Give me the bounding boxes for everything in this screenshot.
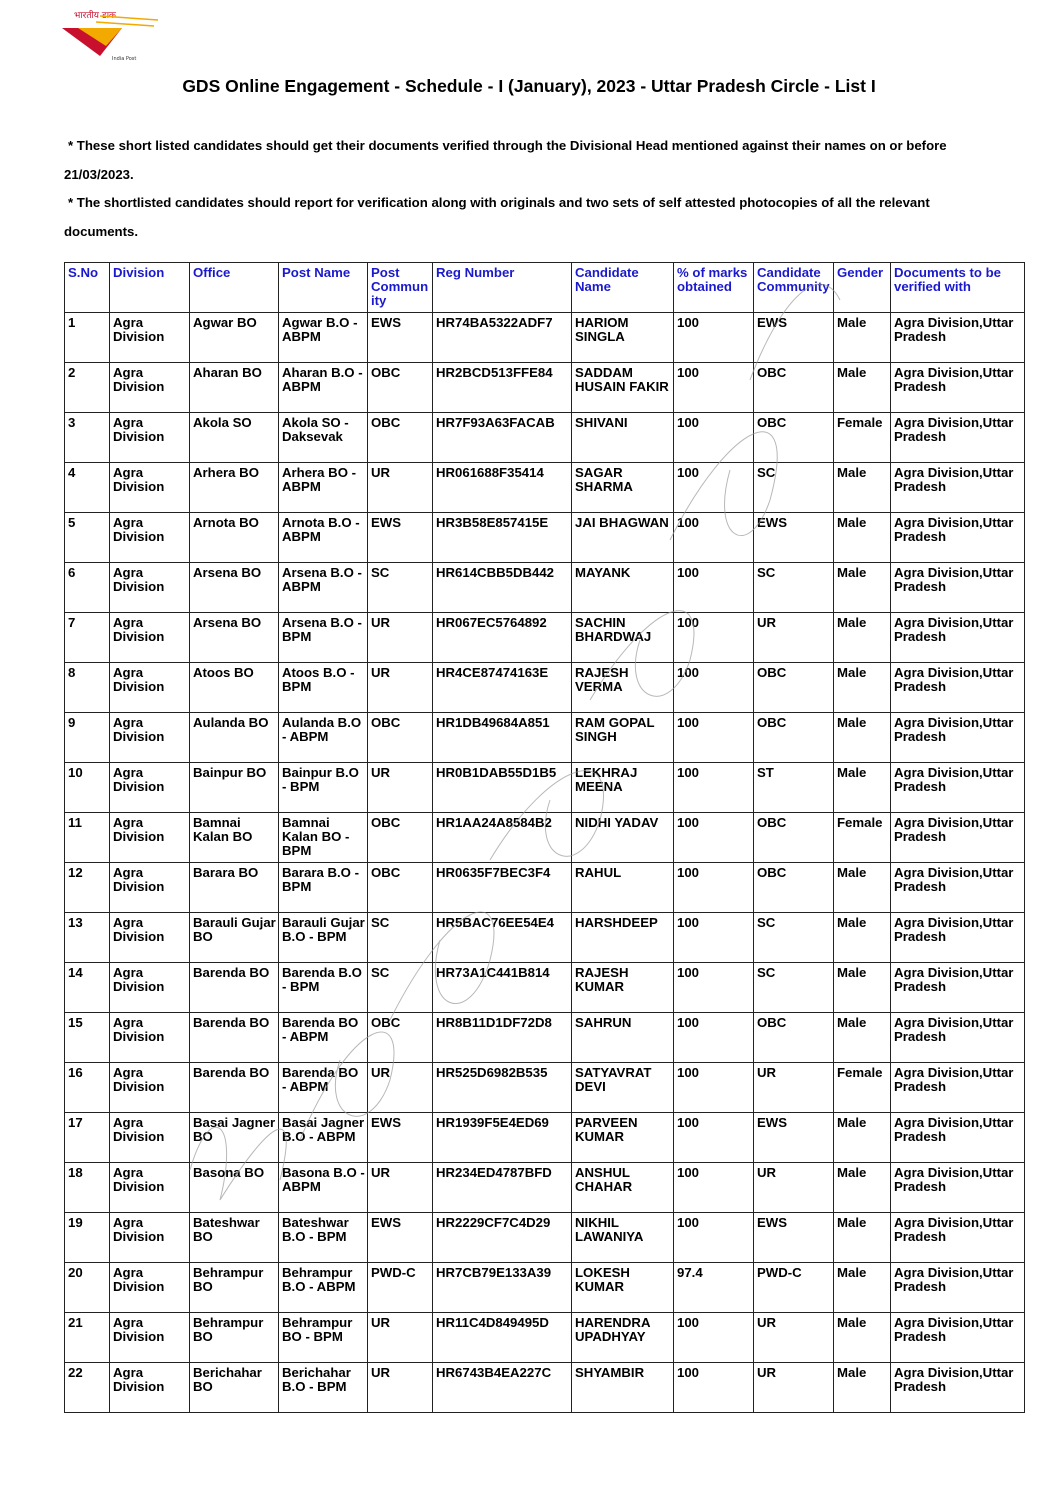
cell-candidate-community: OBC xyxy=(754,363,834,413)
cell-post-name: Barara B.O - BPM xyxy=(279,863,368,913)
col-header-documents: Documents to be verified with xyxy=(891,263,1025,313)
cell-post-name: Aulanda B.O - ABPM xyxy=(279,713,368,763)
cell-candidate-community: SC xyxy=(754,963,834,1013)
cell-sno: 4 xyxy=(65,463,110,513)
table-header-row xyxy=(65,263,1025,313)
cell-post-community: UR xyxy=(368,663,433,713)
table-row xyxy=(65,463,1025,513)
cell-candidate-name: RAHUL xyxy=(572,863,674,913)
cell-reg-number: HR0635F7BEC3F4 xyxy=(433,863,572,913)
cell-gender: Male xyxy=(834,1263,891,1313)
cell-reg-number: HR1AA24A8584B2 xyxy=(433,813,572,863)
cell-post-community: OBC xyxy=(368,1013,433,1063)
col-header-candidate-community: Candidate Community xyxy=(754,263,834,313)
cell-candidate-name: HARSHDEEP xyxy=(572,913,674,963)
cell-office: Bainpur BO xyxy=(190,763,279,813)
cell-marks: 100 xyxy=(674,763,754,813)
cell-gender: Male xyxy=(834,1163,891,1213)
cell-reg-number: HR614CBB5DB442 xyxy=(433,563,572,613)
table-row xyxy=(65,913,1025,963)
cell-division: Agra Division xyxy=(110,713,190,763)
cell-sno: 7 xyxy=(65,613,110,663)
cell-documents: Agra Division,Uttar Pradesh xyxy=(891,463,1025,513)
col-header-reg-number: Reg Number xyxy=(433,263,572,313)
india-post-logo xyxy=(60,6,160,62)
cell-candidate-community: SC xyxy=(754,913,834,963)
cell-gender: Male xyxy=(834,463,891,513)
cell-post-name: Atoos B.O - BPM xyxy=(279,663,368,713)
cell-post-community: EWS xyxy=(368,513,433,563)
cell-documents: Agra Division,Uttar Pradesh xyxy=(891,1063,1025,1113)
cell-candidate-community: OBC xyxy=(754,413,834,463)
cell-division: Agra Division xyxy=(110,1063,190,1113)
cell-division: Agra Division xyxy=(110,363,190,413)
cell-candidate-community: OBC xyxy=(754,663,834,713)
cell-candidate-community: OBC xyxy=(754,863,834,913)
table-row xyxy=(65,963,1025,1013)
cell-reg-number: HR7F93A63FACAB xyxy=(433,413,572,463)
cell-marks: 100 xyxy=(674,563,754,613)
cell-candidate-community: SC xyxy=(754,463,834,513)
cell-office: Basona BO xyxy=(190,1163,279,1213)
cell-post-community: EWS xyxy=(368,1213,433,1263)
cell-documents: Agra Division,Uttar Pradesh xyxy=(891,663,1025,713)
cell-division: Agra Division xyxy=(110,413,190,463)
cell-office: Aulanda BO xyxy=(190,713,279,763)
table-row xyxy=(65,363,1025,413)
cell-post-community: OBC xyxy=(368,363,433,413)
cell-documents: Agra Division,Uttar Pradesh xyxy=(891,563,1025,613)
cell-gender: Male xyxy=(834,513,891,563)
cell-office: Bateshwar BO xyxy=(190,1213,279,1263)
table-row xyxy=(65,1313,1025,1363)
cell-reg-number: HR3B58E857415E xyxy=(433,513,572,563)
table-row xyxy=(65,863,1025,913)
table-row xyxy=(65,1213,1025,1263)
cell-candidate-name: RAJESH VERMA xyxy=(572,663,674,713)
table-row xyxy=(65,413,1025,463)
cell-post-name: Basona B.O - ABPM xyxy=(279,1163,368,1213)
cell-marks: 100 xyxy=(674,1163,754,1213)
cell-reg-number: HR8B11D1DF72D8 xyxy=(433,1013,572,1063)
cell-post-name: Barenda BO - ABPM xyxy=(279,1013,368,1063)
cell-gender: Male xyxy=(834,1013,891,1063)
cell-post-name: Barenda BO - ABPM xyxy=(279,1063,368,1113)
cell-reg-number: HR234ED4787BFD xyxy=(433,1163,572,1213)
cell-gender: Male xyxy=(834,1363,891,1413)
cell-marks: 100 xyxy=(674,863,754,913)
cell-documents: Agra Division,Uttar Pradesh xyxy=(891,813,1025,863)
cell-gender: Male xyxy=(834,1213,891,1263)
cell-office: Arsena BO xyxy=(190,613,279,663)
cell-office: Akola SO xyxy=(190,413,279,463)
cell-marks: 100 xyxy=(674,813,754,863)
cell-office: Agwar BO xyxy=(190,313,279,363)
cell-post-community: SC xyxy=(368,913,433,963)
cell-post-community: OBC xyxy=(368,413,433,463)
cell-sno: 10 xyxy=(65,763,110,813)
cell-candidate-community: UR xyxy=(754,613,834,663)
cell-candidate-name: MAYANK xyxy=(572,563,674,613)
cell-post-community: OBC xyxy=(368,863,433,913)
cell-candidate-name: SADDAM HUSAIN FAKIR xyxy=(572,363,674,413)
cell-candidate-name: LOKESH KUMAR xyxy=(572,1263,674,1313)
cell-office: Barenda BO xyxy=(190,1013,279,1063)
cell-candidate-name: SAHRUN xyxy=(572,1013,674,1063)
cell-documents: Agra Division,Uttar Pradesh xyxy=(891,1363,1025,1413)
cell-office: Behrampur BO xyxy=(190,1313,279,1363)
cell-sno: 2 xyxy=(65,363,110,413)
cell-division: Agra Division xyxy=(110,1363,190,1413)
table-row xyxy=(65,763,1025,813)
cell-reg-number: HR2229CF7C4D29 xyxy=(433,1213,572,1263)
cell-reg-number: HR5BAC76EE54E4 xyxy=(433,913,572,963)
col-header-sno: S.No xyxy=(65,263,110,313)
cell-division: Agra Division xyxy=(110,563,190,613)
cell-sno: 14 xyxy=(65,963,110,1013)
cell-marks: 97.4 xyxy=(674,1263,754,1313)
cell-division: Agra Division xyxy=(110,513,190,563)
table-row xyxy=(65,663,1025,713)
cell-candidate-community: EWS xyxy=(754,313,834,363)
candidates-table xyxy=(64,262,1025,1413)
cell-candidate-name: SAGAR SHARMA xyxy=(572,463,674,513)
cell-division: Agra Division xyxy=(110,613,190,663)
cell-reg-number: HR067EC5764892 xyxy=(433,613,572,663)
cell-sno: 9 xyxy=(65,713,110,763)
cell-reg-number: HR4CE87474163E xyxy=(433,663,572,713)
cell-post-name: Arsena B.O - BPM xyxy=(279,613,368,663)
cell-post-name: Bamnai Kalan BO - BPM xyxy=(279,813,368,863)
cell-sno: 1 xyxy=(65,313,110,363)
instruction-note: * The shortlisted candidates should report for verification along with originals and two sets of self attested photocopies of all the relevant documents. xyxy=(64,195,930,239)
cell-candidate-community: OBC xyxy=(754,1013,834,1063)
cell-gender: Male xyxy=(834,563,891,613)
table-row xyxy=(65,813,1025,863)
cell-reg-number: HR73A1C441B814 xyxy=(433,963,572,1013)
cell-documents: Agra Division,Uttar Pradesh xyxy=(891,613,1025,663)
cell-division: Agra Division xyxy=(110,663,190,713)
cell-candidate-community: UR xyxy=(754,1163,834,1213)
cell-candidate-name: RAM GOPAL SINGH xyxy=(572,713,674,763)
cell-post-name: Akola SO - Daksevak xyxy=(279,413,368,463)
cell-office: Arhera BO xyxy=(190,463,279,513)
cell-gender: Male xyxy=(834,363,891,413)
cell-gender: Male xyxy=(834,863,891,913)
cell-post-community: SC xyxy=(368,563,433,613)
cell-gender: Male xyxy=(834,713,891,763)
cell-gender: Male xyxy=(834,663,891,713)
logo-script-text: भारतीय डाक xyxy=(74,11,116,21)
table-row xyxy=(65,1263,1025,1313)
cell-gender: Female xyxy=(834,1063,891,1113)
cell-sno: 11 xyxy=(65,813,110,863)
cell-reg-number: HR6743B4EA227C xyxy=(433,1363,572,1413)
cell-post-community: UR xyxy=(368,463,433,513)
cell-candidate-community: UR xyxy=(754,1363,834,1413)
cell-documents: Agra Division,Uttar Pradesh xyxy=(891,413,1025,463)
cell-office: Barara BO xyxy=(190,863,279,913)
cell-documents: Agra Division,Uttar Pradesh xyxy=(891,363,1025,413)
cell-sno: 22 xyxy=(65,1363,110,1413)
cell-documents: Agra Division,Uttar Pradesh xyxy=(891,313,1025,363)
cell-reg-number: HR0B1DAB55D1B5 xyxy=(433,763,572,813)
cell-reg-number: HR7CB79E133A39 xyxy=(433,1263,572,1313)
cell-gender: Male xyxy=(834,313,891,363)
cell-documents: Agra Division,Uttar Pradesh xyxy=(891,513,1025,563)
cell-marks: 100 xyxy=(674,913,754,963)
cell-reg-number: HR74BA5322ADF7 xyxy=(433,313,572,363)
cell-division: Agra Division xyxy=(110,1013,190,1063)
cell-documents: Agra Division,Uttar Pradesh xyxy=(891,963,1025,1013)
table-row xyxy=(65,713,1025,763)
cell-division: Agra Division xyxy=(110,863,190,913)
cell-marks: 100 xyxy=(674,463,754,513)
cell-sno: 5 xyxy=(65,513,110,563)
cell-division: Agra Division xyxy=(110,1113,190,1163)
cell-office: Aharan BO xyxy=(190,363,279,413)
table-row xyxy=(65,313,1025,363)
cell-post-community: OBC xyxy=(368,813,433,863)
logo-wing-line xyxy=(96,22,154,26)
cell-division: Agra Division xyxy=(110,963,190,1013)
cell-reg-number: HR1939F5E4ED69 xyxy=(433,1113,572,1163)
cell-office: Barauli Gujar BO xyxy=(190,913,279,963)
table-row xyxy=(65,513,1025,563)
cell-sno: 12 xyxy=(65,863,110,913)
cell-gender: Female xyxy=(834,413,891,463)
cell-post-community: EWS xyxy=(368,1113,433,1163)
cell-candidate-name: SHIVANI xyxy=(572,413,674,463)
cell-candidate-name: LEKHRAJ MEENA xyxy=(572,763,674,813)
cell-reg-number: HR11C4D849495D xyxy=(433,1313,572,1363)
cell-division: Agra Division xyxy=(110,763,190,813)
cell-candidate-community: SC xyxy=(754,563,834,613)
cell-documents: Agra Division,Uttar Pradesh xyxy=(891,1113,1025,1163)
cell-candidate-name: NIKHIL LAWANIYA xyxy=(572,1213,674,1263)
cell-marks: 100 xyxy=(674,1363,754,1413)
cell-candidate-name: HARENDRA UPADHYAY xyxy=(572,1313,674,1363)
cell-candidate-community: EWS xyxy=(754,1213,834,1263)
cell-post-name: Arsena B.O - ABPM xyxy=(279,563,368,613)
cell-marks: 100 xyxy=(674,1313,754,1363)
cell-post-community: UR xyxy=(368,1163,433,1213)
table-row xyxy=(65,1113,1025,1163)
cell-sno: 13 xyxy=(65,913,110,963)
cell-post-name: Behrampur B.O - ABPM xyxy=(279,1263,368,1313)
cell-reg-number: HR2BCD513FFE84 xyxy=(433,363,572,413)
cell-candidate-community: OBC xyxy=(754,813,834,863)
cell-candidate-name: HARIOM SINGLA xyxy=(572,313,674,363)
cell-marks: 100 xyxy=(674,363,754,413)
cell-post-community: UR xyxy=(368,1313,433,1363)
cell-candidate-community: PWD-C xyxy=(754,1263,834,1313)
table-row xyxy=(65,1163,1025,1213)
table-row xyxy=(65,1363,1025,1413)
cell-office: Berichahar BO xyxy=(190,1363,279,1413)
cell-gender: Male xyxy=(834,1313,891,1363)
cell-candidate-community: UR xyxy=(754,1063,834,1113)
cell-documents: Agra Division,Uttar Pradesh xyxy=(891,1013,1025,1063)
cell-marks: 100 xyxy=(674,1063,754,1113)
cell-post-name: Basai Jagner B.O - ABPM xyxy=(279,1113,368,1163)
cell-candidate-name: SACHIN BHARDWAJ xyxy=(572,613,674,663)
cell-post-name: Barenda B.O - BPM xyxy=(279,963,368,1013)
cell-post-name: Behrampur BO - BPM xyxy=(279,1313,368,1363)
cell-sno: 6 xyxy=(65,563,110,613)
col-header-post-name: Post Name xyxy=(279,263,368,313)
cell-candidate-name: ANSHUL CHAHAR xyxy=(572,1163,674,1213)
cell-marks: 100 xyxy=(674,1213,754,1263)
cell-marks: 100 xyxy=(674,663,754,713)
cell-reg-number: HR525D6982B535 xyxy=(433,1063,572,1113)
cell-marks: 100 xyxy=(674,513,754,563)
col-header-division: Division xyxy=(110,263,190,313)
cell-office: Basai Jagner BO xyxy=(190,1113,279,1163)
cell-candidate-name: RAJESH KUMAR xyxy=(572,963,674,1013)
cell-post-name: Barauli Gujar B.O - BPM xyxy=(279,913,368,963)
table-row xyxy=(65,613,1025,663)
cell-marks: 100 xyxy=(674,963,754,1013)
cell-post-name: Agwar B.O - ABPM xyxy=(279,313,368,363)
cell-post-community: EWS xyxy=(368,313,433,363)
cell-office: Bamnai Kalan BO xyxy=(190,813,279,863)
cell-post-community: UR xyxy=(368,1363,433,1413)
cell-candidate-community: UR xyxy=(754,1313,834,1363)
cell-gender: Female xyxy=(834,813,891,863)
col-header-marks: % of marks obtained xyxy=(674,263,754,313)
cell-post-community: UR xyxy=(368,763,433,813)
logo-sub-text: India Post xyxy=(112,56,137,62)
cell-documents: Agra Division,Uttar Pradesh xyxy=(891,1213,1025,1263)
cell-marks: 100 xyxy=(674,1013,754,1063)
cell-post-community: OBC xyxy=(368,713,433,763)
cell-gender: Male xyxy=(834,613,891,663)
cell-post-community: PWD-C xyxy=(368,1263,433,1313)
cell-post-name: Arnota B.O - ABPM xyxy=(279,513,368,563)
cell-office: Barenda BO xyxy=(190,963,279,1013)
page-title: GDS Online Engagement - Schedule - I (January), 2023 - Uttar Pradesh Circle - List I xyxy=(182,76,876,96)
cell-documents: Agra Division,Uttar Pradesh xyxy=(891,1313,1025,1363)
cell-post-name: Aharan B.O - ABPM xyxy=(279,363,368,413)
cell-post-name: Arhera BO - ABPM xyxy=(279,463,368,513)
cell-post-community: UR xyxy=(368,613,433,663)
cell-candidate-community: EWS xyxy=(754,1113,834,1163)
col-header-office: Office xyxy=(190,263,279,313)
cell-office: Arsena BO xyxy=(190,563,279,613)
cell-documents: Agra Division,Uttar Pradesh xyxy=(891,1263,1025,1313)
table-row xyxy=(65,1013,1025,1063)
cell-office: Atoos BO xyxy=(190,663,279,713)
cell-sno: 15 xyxy=(65,1013,110,1063)
cell-candidate-name: JAI BHAGWAN xyxy=(572,513,674,563)
cell-gender: Male xyxy=(834,913,891,963)
cell-documents: Agra Division,Uttar Pradesh xyxy=(891,763,1025,813)
cell-candidate-community: EWS xyxy=(754,513,834,563)
cell-candidate-name: PARVEEN KUMAR xyxy=(572,1113,674,1163)
cell-marks: 100 xyxy=(674,1113,754,1163)
cell-marks: 100 xyxy=(674,313,754,363)
cell-office: Arnota BO xyxy=(190,513,279,563)
cell-sno: 16 xyxy=(65,1063,110,1113)
cell-division: Agra Division xyxy=(110,1213,190,1263)
cell-post-community: SC xyxy=(368,963,433,1013)
table-row xyxy=(65,1063,1025,1113)
cell-division: Agra Division xyxy=(110,913,190,963)
cell-office: Barenda BO xyxy=(190,1063,279,1113)
cell-marks: 100 xyxy=(674,413,754,463)
cell-division: Agra Division xyxy=(110,1163,190,1213)
cell-division: Agra Division xyxy=(110,463,190,513)
cell-gender: Male xyxy=(834,963,891,1013)
cell-sno: 20 xyxy=(65,1263,110,1313)
cell-candidate-name: SHYAMBIR xyxy=(572,1363,674,1413)
cell-sno: 18 xyxy=(65,1163,110,1213)
cell-reg-number: HR1DB49684A851 xyxy=(433,713,572,763)
instructions xyxy=(64,132,994,246)
table-body xyxy=(65,313,1025,1413)
cell-documents: Agra Division,Uttar Pradesh xyxy=(891,913,1025,963)
cell-documents: Agra Division,Uttar Pradesh xyxy=(891,713,1025,763)
cell-marks: 100 xyxy=(674,613,754,663)
cell-division: Agra Division xyxy=(110,1313,190,1363)
col-header-gender: Gender xyxy=(834,263,891,313)
cell-sno: 19 xyxy=(65,1213,110,1263)
cell-sno: 8 xyxy=(65,663,110,713)
cell-division: Agra Division xyxy=(110,813,190,863)
cell-sno: 21 xyxy=(65,1313,110,1363)
cell-gender: Male xyxy=(834,763,891,813)
col-header-candidate-name: Candidate Name xyxy=(572,263,674,313)
instruction-note: * These short listed candidates should get their documents verified through the Divisional Head mentioned against their names on or before 21/03/2023. xyxy=(64,138,947,182)
cell-sno: 17 xyxy=(65,1113,110,1163)
cell-marks: 100 xyxy=(674,713,754,763)
cell-candidate-name: NIDHI YADAV xyxy=(572,813,674,863)
cell-post-name: Bainpur B.O - BPM xyxy=(279,763,368,813)
table-row xyxy=(65,563,1025,613)
cell-candidate-name: SATYAVRAT DEVI xyxy=(572,1063,674,1113)
cell-division: Agra Division xyxy=(110,313,190,363)
col-header-post-community: Post Community xyxy=(368,263,433,313)
cell-office: Behrampur BO xyxy=(190,1263,279,1313)
cell-post-name: Bateshwar B.O - BPM xyxy=(279,1213,368,1263)
cell-candidate-community: ST xyxy=(754,763,834,813)
cell-post-community: UR xyxy=(368,1063,433,1113)
cell-documents: Agra Division,Uttar Pradesh xyxy=(891,863,1025,913)
cell-gender: Male xyxy=(834,1113,891,1163)
cell-reg-number: HR061688F35414 xyxy=(433,463,572,513)
cell-division: Agra Division xyxy=(110,1263,190,1313)
cell-documents: Agra Division,Uttar Pradesh xyxy=(891,1163,1025,1213)
cell-sno: 3 xyxy=(65,413,110,463)
cell-candidate-community: OBC xyxy=(754,713,834,763)
cell-post-name: Berichahar B.O - BPM xyxy=(279,1363,368,1413)
